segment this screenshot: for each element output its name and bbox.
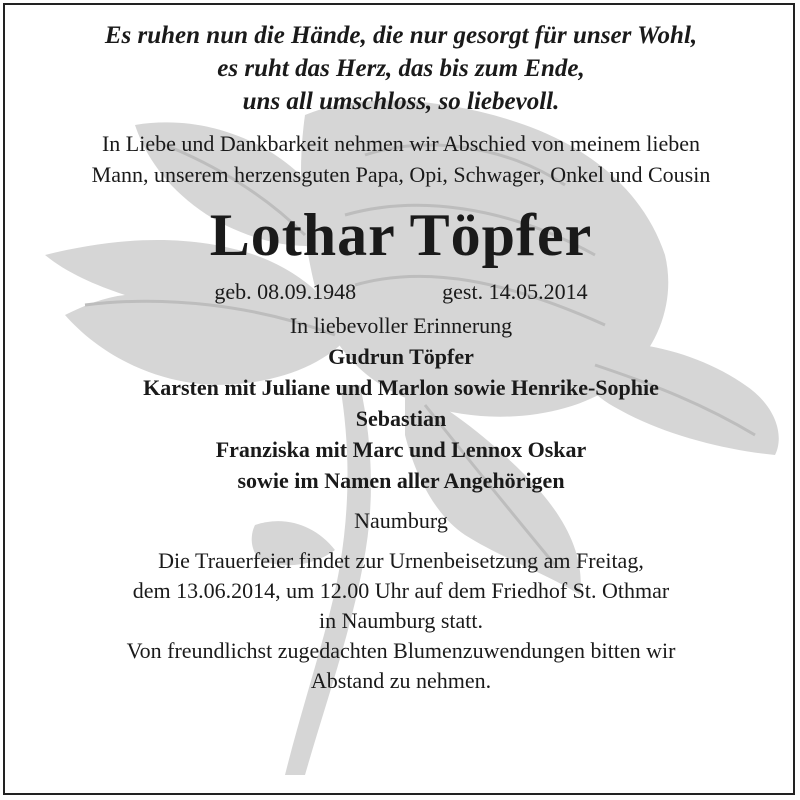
poem-line: uns all umschloss, so liebevoll. (242, 88, 560, 115)
obituary-content (5, 5, 795, 696)
intro-line: Mann, unserem herzensguten Papa, Opi, Schwager, Onkel und Cousin (91, 162, 711, 187)
deceased-name: Lothar Töpfer (209, 202, 593, 268)
poem-line: es ruht das Herz, das bis zum Ende, (217, 55, 585, 82)
death-date: gest. 14.05.2014 (442, 279, 588, 304)
family-line: Sebastian (355, 406, 447, 431)
info-line: Von freundlichst zugedachten Blumenzuwendungen bitten wir (126, 638, 676, 663)
family-line: sowie im Namen aller Angehörigen (237, 468, 565, 493)
info-line: in Naumburg statt. (319, 608, 483, 633)
obituary-frame (3, 3, 795, 795)
info-line: dem 13.06.2014, um 12.00 Uhr auf dem Friedhof St. Othmar (132, 578, 670, 603)
place-name: Naumburg (354, 508, 448, 533)
remembrance-text: In liebevoller Erinnerung (289, 313, 513, 338)
intro-text (5, 128, 795, 190)
family-list (5, 341, 795, 496)
family-line: Franziska mit Marc und Lennox Oskar (215, 437, 587, 462)
life-dates (5, 277, 795, 307)
intro-line: In Liebe und Dankbarkeit nehmen wir Abschied von meinem lieben (101, 131, 701, 156)
info-line: Die Trauerfeier findet zur Urnenbeisetzung am Freitag, (158, 548, 644, 573)
family-line: Karsten mit Juliane und Marlon sowie Henrike-Sophie (143, 375, 659, 400)
info-line: Abstand zu nehmen. (310, 668, 492, 693)
birth-date: geb. 08.09.1948 (214, 279, 357, 304)
funeral-info (5, 546, 795, 696)
poem-verse (5, 5, 795, 118)
family-line: Gudrun Töpfer (328, 344, 474, 369)
poem-line: Es ruhen nun die Hände, die nur gesorgt für unser Wohl, (104, 22, 698, 49)
